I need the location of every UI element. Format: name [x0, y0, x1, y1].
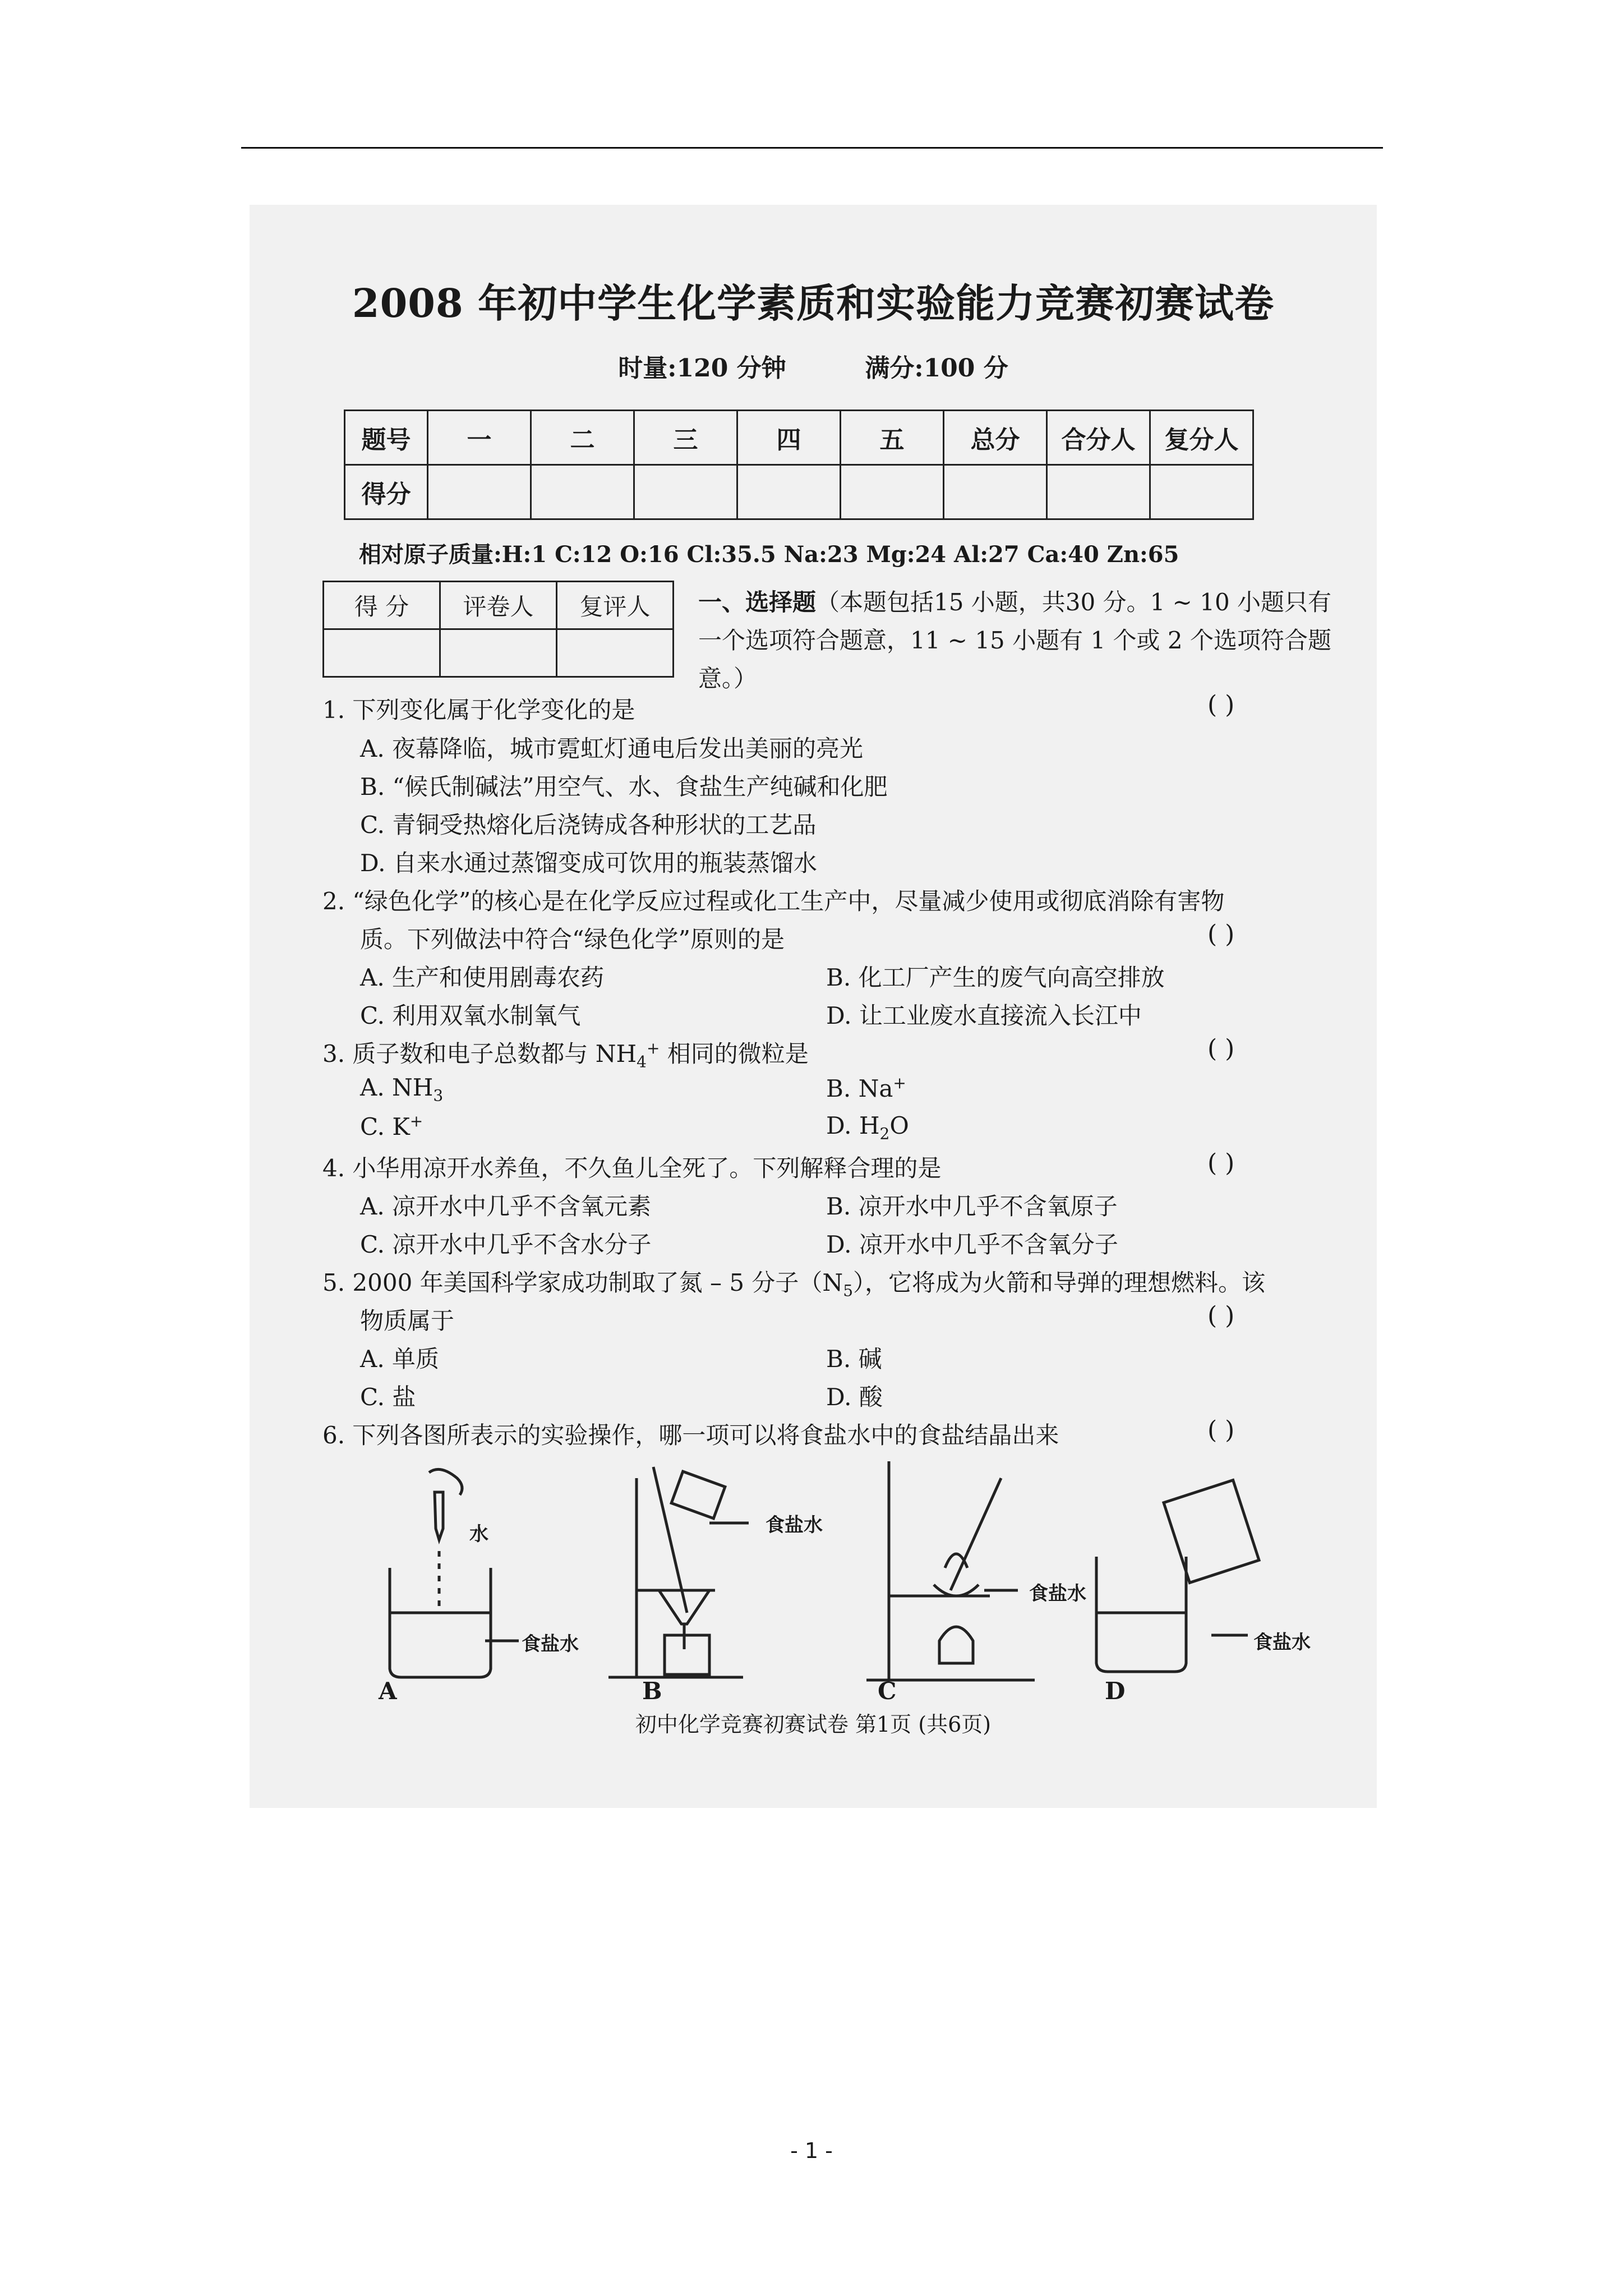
question-5-stem: 5. 2000 年美国科学家成功制取了氮 – 5 分子$(N_5)$，它将成为火箭和导弹的理想燃料。该 — [322, 1269, 1266, 1300]
question-1-stem: 1. 下列变化属于化学变化的是 — [322, 696, 635, 724]
score-cell — [737, 465, 841, 519]
question-4-option-b: B. 凉开水中几乎不含氧原子 — [826, 1193, 1118, 1220]
answer-paren: ( ) — [1207, 1301, 1235, 1330]
grade-cell — [440, 629, 557, 677]
glass-rod-icon — [951, 1478, 1001, 1590]
grade-header-cell: 得 分 — [324, 582, 440, 629]
question-5-stem-cont: 物质属于 — [360, 1307, 455, 1335]
score-header-cell: 题号 — [345, 411, 428, 465]
score-cell — [531, 465, 634, 519]
answer-paren: ( ) — [1207, 1034, 1235, 1063]
header-rule — [241, 147, 1383, 149]
question-5-option-d: D. 酸 — [826, 1383, 883, 1411]
score-table — [344, 409, 1254, 520]
score-cell — [841, 465, 944, 519]
question-2-stem: 2. “绿色化学”的核心是在化学反应过程或化工生产中，尽量减少使用或彻底消除有害物 — [322, 887, 1225, 915]
answer-paren: ( ) — [1207, 1149, 1235, 1177]
score-cell — [1047, 465, 1150, 519]
figure-d-letter: D — [1105, 1677, 1126, 1705]
question-1-option-b: B. “候氏制碱法”用空气、水、食盐生产纯碱和化肥 — [360, 773, 888, 800]
question-3-option-b: B. Na+ — [826, 1074, 906, 1102]
figure-a-label-water: 水 — [469, 1523, 488, 1545]
beaker-icon — [665, 1635, 709, 1674]
score-row-label: 得分 — [345, 465, 428, 519]
beaker-icon — [390, 1568, 491, 1677]
figure-a-drawing — [345, 1461, 569, 1697]
grade-cell — [324, 629, 440, 677]
score-header-cell: 二 — [531, 411, 634, 465]
question-4-option-d: D. 凉开水中几乎不含氧分子 — [826, 1231, 1118, 1258]
figure-d-label-brine: 食盐水 — [1253, 1631, 1311, 1654]
figure-c-letter: C — [878, 1677, 897, 1705]
question-2-option-b: B. 化工厂产生的废气向高空排放 — [826, 964, 1165, 991]
question-2-option-d: D. 让工业废水直接流入长江中 — [826, 1002, 1142, 1029]
question-4-option-c: C. 凉开水中几乎不含水分子 — [360, 1231, 652, 1258]
score-header-cell: 三 — [634, 411, 737, 465]
grade-cell — [557, 629, 674, 677]
page-number: - 1 - — [790, 2138, 833, 2163]
question-3-stem — [322, 1036, 809, 1071]
question-5-option-c: C. 盐 — [360, 1383, 416, 1411]
score-cell — [634, 465, 737, 519]
q3-stem-sup: + — [646, 1039, 660, 1057]
q3-stem-post: 相同的微粒是 — [660, 1040, 809, 1068]
full-score: 满分:100 分 — [865, 354, 1008, 383]
score-header-cell: 合分人 — [1047, 411, 1150, 465]
figure-b-letter: B — [642, 1677, 662, 1705]
question-3-option-a: A. $NH_3$ — [360, 1074, 444, 1105]
atomic-masses: 相对原子质量:H:1 C:12 O:16 Cl:35.5 Na:23 Mg:24 Al:27 Ca:40 Zn:65 — [359, 541, 1179, 568]
figure-a-letter: A — [379, 1677, 397, 1705]
q3-stem-sub: 4 — [637, 1052, 647, 1071]
question-3-option-d: D. $H_2O$ — [826, 1112, 909, 1143]
score-header-cell: 一 — [428, 411, 531, 465]
scanned-exam-page — [250, 205, 1377, 1808]
exam-footer: 初中化学竞赛初赛试卷 第1页 (共6页) — [635, 1712, 992, 1737]
question-1-option-d: D. 自来水通过蒸馏变成可饮用的瓶装蒸馏水 — [360, 849, 817, 877]
grade-header-cell: 评卷人 — [440, 582, 557, 629]
evaporating-dish-icon — [934, 1585, 979, 1596]
question-2-option-c: C. 利用双氧水制氧气 — [360, 1002, 581, 1029]
alcohol-lamp-icon — [939, 1627, 973, 1663]
question-4-option-a: A. 凉开水中几乎不含氧元素 — [360, 1193, 652, 1220]
score-cell — [428, 465, 531, 519]
grade-header-cell: 复评人 — [557, 582, 674, 629]
section-one-heading — [698, 583, 1354, 698]
score-header-cell: 四 — [737, 411, 841, 465]
question-4-stem: 4. 小华用凉开水养鱼，不久鱼儿全死了。下列解释合理的是 — [322, 1154, 942, 1182]
answer-paren: ( ) — [1207, 920, 1235, 949]
tilted-beaker-icon — [1164, 1480, 1259, 1583]
score-header-cell: 总分 — [944, 411, 1047, 465]
grade-box — [322, 581, 674, 678]
section-title: 一、选择题 — [698, 588, 817, 616]
score-cell — [944, 465, 1047, 519]
question-6-stem: 6. 下列各图所表示的实验操作，哪一项可以将食盐水中的食盐结晶出来 — [322, 1421, 1059, 1449]
figure-b-drawing — [597, 1456, 833, 1697]
question-3-option-c: C. K+ — [360, 1112, 423, 1140]
section-instruction: （本题包括15 小题，共30 分。1 ~ 10 小题只有一个选项符合题意，11 ~ 15 小题有 1 个或 2 个选项符合题意。） — [698, 588, 1332, 692]
answer-paren: ( ) — [1207, 691, 1235, 719]
score-table-header-row — [345, 411, 1253, 465]
dropper-icon — [435, 1492, 443, 1540]
figure-c-label-brine: 食盐水 — [1029, 1582, 1086, 1605]
time-limit: 时量:120 分钟 — [618, 354, 786, 383]
question-1-option-c: C. 青铜受热熔化后浇铸成各种形状的工艺品 — [360, 811, 817, 839]
score-header-cell: 复分人 — [1150, 411, 1253, 465]
score-header-cell: 五 — [841, 411, 944, 465]
figure-c-drawing — [855, 1456, 1091, 1697]
exam-title: 2008 年初中学生化学素质和实验能力竞赛初赛试卷 — [352, 280, 1275, 326]
question-1-option-a: A. 夜幕降临，城市霓虹灯通电后发出美丽的亮光 — [360, 735, 864, 762]
question-2-option-a: A. 生产和使用剧毒农药 — [360, 964, 605, 991]
question-2-stem-cont: 质。下列做法中符合“绿色化学”原则的是 — [360, 926, 785, 953]
figure-d-drawing — [1063, 1473, 1298, 1697]
question-5-option-a: A. 单质 — [360, 1345, 440, 1373]
figure-b-label-brine: 食盐水 — [766, 1514, 823, 1536]
figure-a-label-brine: 食盐水 — [522, 1633, 579, 1655]
answer-paren: ( ) — [1207, 1416, 1235, 1444]
exam-subtitle — [250, 348, 1377, 384]
q3-stem-pre: 3. 质子数和电子总数都与 NH — [322, 1040, 637, 1068]
score-table-row — [345, 465, 1253, 519]
question-5-option-b: B. 碱 — [826, 1345, 882, 1373]
score-cell — [1150, 465, 1253, 519]
